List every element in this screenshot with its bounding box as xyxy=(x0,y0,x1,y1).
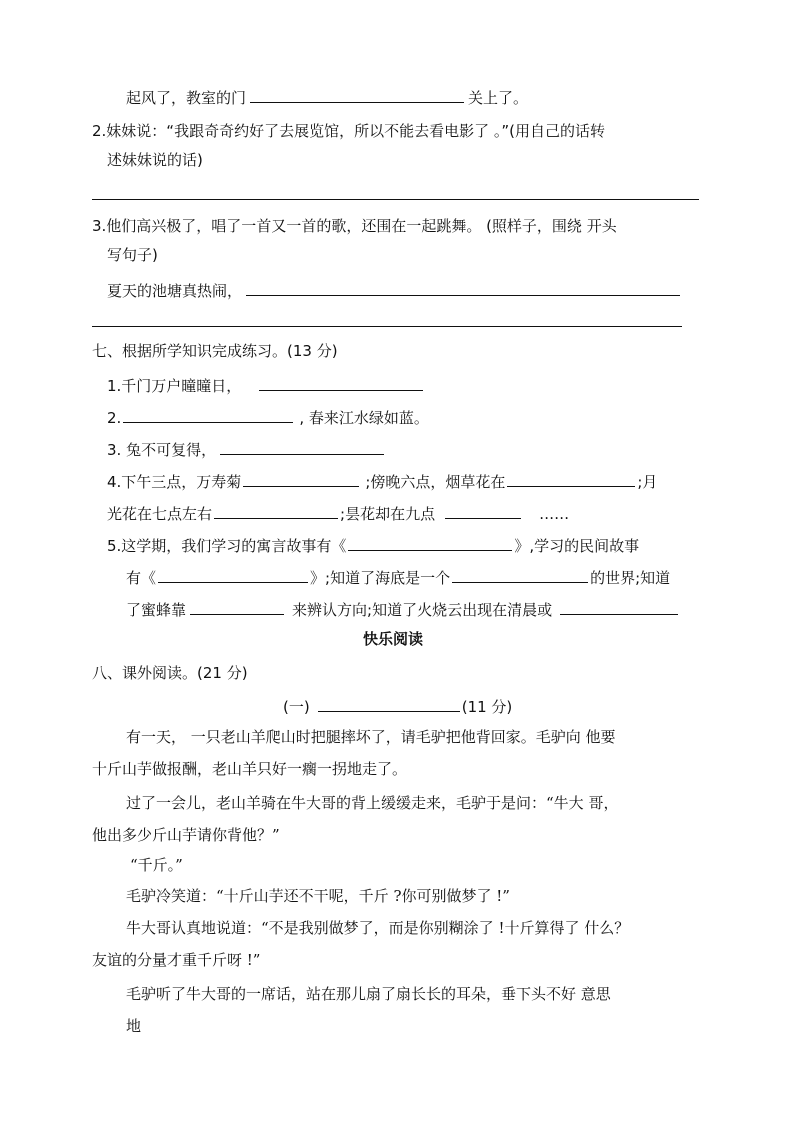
s7-item2-blank[interactable] xyxy=(123,406,293,423)
s7-item4-b2: ;昙花却在九点 xyxy=(340,505,436,523)
s7-item1 xyxy=(107,374,423,396)
s7-item2-text: , 春来江水绿如蓝。 xyxy=(299,409,429,427)
section7-heading: 七、根据所学知识完成练习。(13 分) xyxy=(92,342,338,360)
s7-item4-a1: 4.下午三点，万寿菊 xyxy=(107,473,242,491)
s7-item5-a1: 5.这学期，我们学习的寓言故事有《 xyxy=(107,537,347,555)
q3-answer-line2[interactable] xyxy=(92,326,682,327)
passage1-score: (11 分) xyxy=(461,698,513,716)
s7-item3-text: 3. 兔不可复得， xyxy=(107,441,217,459)
s7-item4-line2 xyxy=(107,502,569,524)
s7-item4-a2: ;傍晚六点，烟草花在 xyxy=(365,473,506,491)
q2-answer-line[interactable] xyxy=(92,199,699,200)
passage-p1-line2: 十斤山芋做报酬，老山羊只好一瘸一拐地走了。 xyxy=(92,760,408,778)
happy-reading-title: 快乐阅读 xyxy=(363,630,424,648)
s7-item5-line3 xyxy=(126,598,678,620)
s7-item5-line1 xyxy=(107,534,639,556)
s7-item5-b1: 有《 xyxy=(126,569,157,587)
passage-p6-line1: 毛驴听了牛大哥的一席话，站在那儿扇了扇长长的耳朵，垂下头不好 意思 xyxy=(126,985,611,1003)
s7-item4-blank2[interactable] xyxy=(507,470,635,487)
q2-prompt-line2: 述妹妹说的话) xyxy=(107,151,203,169)
s7-item3 xyxy=(107,438,384,460)
section8-heading: 八、课外阅读。(21 分) xyxy=(92,664,248,682)
clouds-blank[interactable] xyxy=(560,598,678,615)
s7-item1-blank[interactable] xyxy=(259,374,423,391)
s6-line1-post: 关上了。 xyxy=(468,89,529,107)
s7-item4-blank3[interactable] xyxy=(214,502,338,519)
fable-blank[interactable] xyxy=(348,534,512,551)
passage1-title-line xyxy=(283,695,512,717)
s7-item5-line2 xyxy=(126,566,670,588)
passage-p5-line1: 牛大哥认真地说道：“不是我别做梦了，而是你别糊涂了 !十斤算得了 什么？ xyxy=(126,919,630,937)
s7-item5-b3: 的世界;知道 xyxy=(590,569,671,587)
s7-item4-b1: 光花在七点左右 xyxy=(107,505,213,523)
seabed-blank[interactable] xyxy=(452,566,588,583)
q3-example-line xyxy=(107,279,680,301)
bee-blank[interactable] xyxy=(190,598,284,615)
passage-p5-line2: 友谊的分量才重千斤呀 !” xyxy=(92,951,261,969)
s7-item4-blank4[interactable] xyxy=(445,502,521,519)
s7-item5-b2: 》;知道了海底是一个 xyxy=(310,569,451,587)
q3-prompt-line1: 3.他们高兴极了，唱了一首又一首的歌，还围在一起跳舞。 (照样子，围绕 开头 xyxy=(92,217,617,235)
q2-prompt-line1: 2.妹妹说：“我跟奇奇约好了去展览馆，所以不能去看电影了 。”(用自己的话转 xyxy=(92,122,605,140)
q3-example-start: 夏天的池塘真热闹， xyxy=(107,282,243,300)
passage-p6-line2: 地 xyxy=(126,1017,142,1035)
s7-item5-a2: 》,学习的民间故事 xyxy=(514,537,640,555)
s7-item1-text: 1.千门万户曈曈日， xyxy=(107,377,242,395)
s7-item2-num: 2. xyxy=(107,409,122,427)
s7-item5-c2: 来辨认方向;知道了火烧云出现在清晨或 xyxy=(292,601,553,619)
s6-line1 xyxy=(126,86,528,108)
folk-story-blank[interactable] xyxy=(158,566,308,583)
passage-p2-line1: 过了一会儿，老山羊骑在牛大哥的背上缓缓走来，毛驴于是问：“牛大 哥， xyxy=(126,794,619,812)
passage-title-blank[interactable] xyxy=(318,695,460,712)
q3-answer-blank[interactable] xyxy=(246,279,680,296)
passage-p3: “千斤。” xyxy=(130,856,183,874)
passage-p1-line1: 有一天， 一只老山羊爬山时把腿摔坏了，请毛驴把他背回家。毛驴向 他要 xyxy=(126,728,616,746)
s7-item2 xyxy=(107,406,429,428)
s7-item4-a3: ;月 xyxy=(637,473,658,491)
s7-item5-c1: 了蜜蜂靠 xyxy=(126,601,187,619)
s6-line1-pre: 起风了，教室的门 xyxy=(126,89,247,107)
s7-item4-blank1[interactable] xyxy=(243,470,359,487)
passage1-number: (一) xyxy=(283,698,310,716)
s7-item4-b3: …… xyxy=(539,505,570,523)
passage-p2-line2: 他出多少斤山芋请你背他？” xyxy=(92,826,280,844)
q3-prompt-line2: 写句子) xyxy=(107,246,158,264)
s7-item4-line1 xyxy=(107,470,657,492)
door-blank[interactable] xyxy=(250,86,464,103)
s7-item3-blank[interactable] xyxy=(220,438,384,455)
passage-p4: 毛驴冷笑道：“十斤山芋还不干呢，千斤 ?你可别做梦了 !” xyxy=(126,887,510,905)
